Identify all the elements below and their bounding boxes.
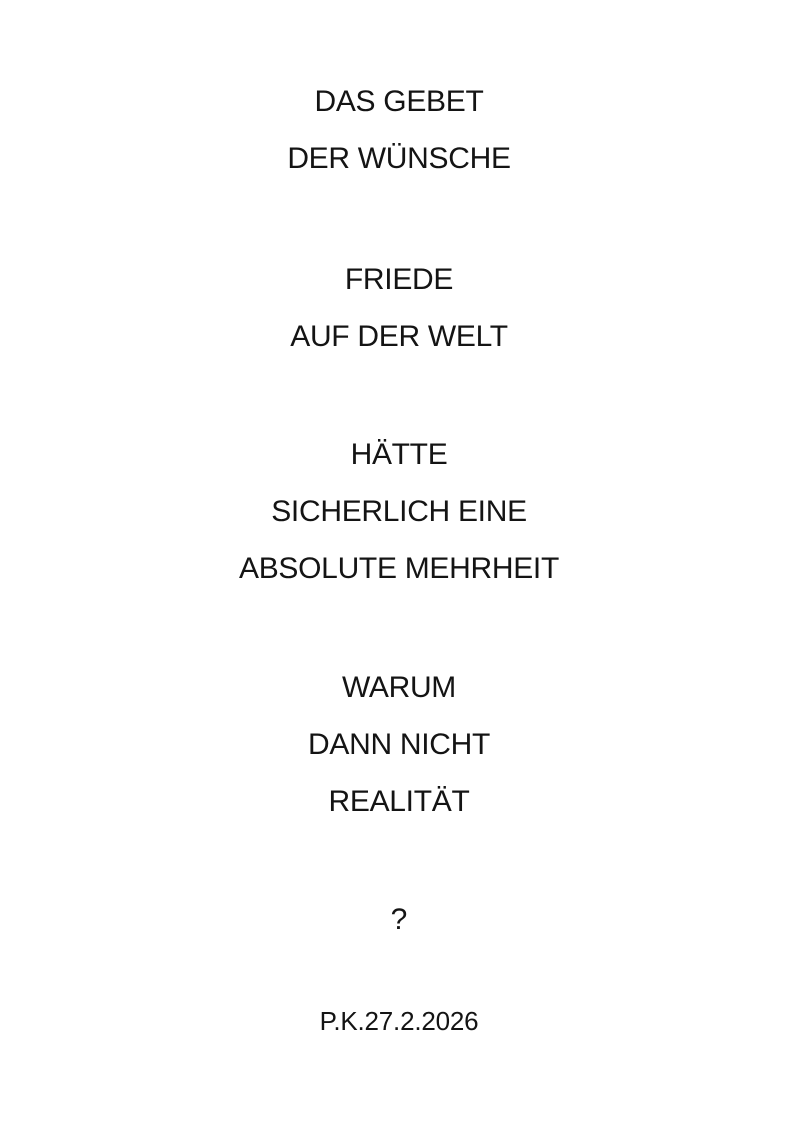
poem-line: DAS GEBET [314,85,484,118]
poem-line: AUF DER WELT [290,320,508,353]
poem-line: WARUM [341,671,457,704]
poem-line: DANN NICHT [308,728,490,761]
poem-line: ABSOLUTE MEHRHEIT [239,552,559,585]
question-mark: ? [390,903,408,936]
stanza-4 [0,659,798,830]
poem-line: FRIEDE [344,263,454,296]
poem-line: REALITÄT [328,785,470,818]
poem-line: SICHERLICH EINE [271,495,527,528]
stanza-title [0,73,798,187]
poem-line: DER WÜNSCHE [287,142,511,175]
stanza-2 [0,251,798,365]
stanza-3 [0,426,798,597]
signature: P.K.27.2.2026 [319,1006,479,1036]
poem-line: HÄTTE [350,438,448,471]
